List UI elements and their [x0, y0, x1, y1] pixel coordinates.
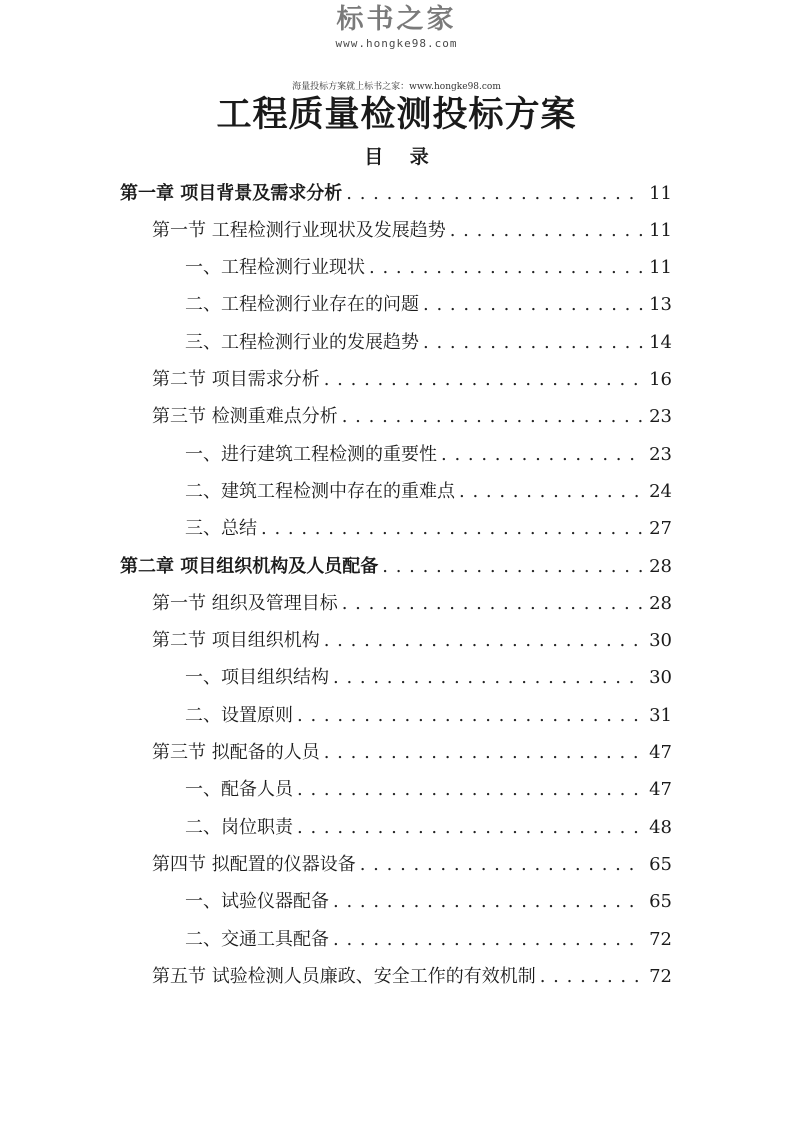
- toc-dot-leader: [261, 518, 643, 540]
- toc-entry[interactable]: [185, 287, 672, 324]
- toc-entry-title: 二、工程检测行业存在的问题: [185, 294, 419, 316]
- toc-dot-leader: [324, 369, 643, 391]
- toc-entry-page-number: 13: [649, 294, 672, 316]
- toc-dot-leader: [346, 183, 643, 205]
- toc-dot-leader: [423, 294, 643, 316]
- toc-entry-page-number: 47: [649, 779, 672, 801]
- toc-entry[interactable]: [185, 436, 672, 473]
- toc-entry-title: 一、配备人员: [185, 779, 293, 801]
- toc-entry-page-number: 31: [649, 704, 672, 726]
- toc-dot-leader: [342, 593, 643, 615]
- toc-dot-leader: [369, 257, 643, 279]
- toc-entry-page-number: 28: [649, 555, 672, 577]
- toc-dot-leader: [423, 332, 643, 354]
- toc-entry-page-number: 48: [649, 816, 672, 838]
- toc-entry[interactable]: [120, 548, 672, 585]
- toc-dot-leader: [297, 705, 643, 727]
- toc-entry[interactable]: [185, 809, 672, 846]
- toc-entry[interactable]: [120, 175, 672, 212]
- document-title: 工程质量检测投标方案: [216, 94, 577, 135]
- toc-entry-title: 一、项目组织结构: [185, 667, 329, 689]
- toc-entry-title: 第三节 拟配备的人员: [152, 742, 320, 763]
- toc-entry[interactable]: [152, 399, 672, 436]
- toc-entry-page-number: 23: [649, 406, 672, 428]
- toc-entry-title: 第二节 项目需求分析: [152, 369, 320, 390]
- toc-dot-leader: [382, 556, 643, 578]
- site-logo: [0, 4, 793, 50]
- toc-entry-page-number: 72: [649, 928, 672, 950]
- toc-entry[interactable]: [185, 473, 672, 510]
- toc-entry[interactable]: [185, 660, 672, 697]
- toc-entry[interactable]: [185, 697, 672, 734]
- toc-entry[interactable]: [152, 362, 672, 399]
- toc-entry-page-number: 30: [649, 667, 672, 689]
- toc-entry-title: 第一章 项目背景及需求分析: [120, 182, 343, 204]
- toc-entry-page-number: 11: [649, 182, 672, 204]
- toc-entry-page-number: 11: [649, 257, 672, 279]
- toc-heading: 目 录: [364, 146, 439, 168]
- toc-entry[interactable]: [185, 884, 672, 921]
- toc-entry-page-number: 47: [649, 742, 672, 763]
- toc-entry-page-number: 30: [649, 630, 672, 652]
- toc-dot-leader: [333, 667, 643, 689]
- toc-entry-page-number: 72: [649, 965, 672, 987]
- toc-entry-title: 二、交通工具配备: [185, 928, 329, 950]
- toc-entry-title: 第五节 试验检测人员廉政、安全工作的有效机制: [152, 965, 536, 987]
- logo-text: 标书之家: [336, 4, 457, 35]
- toc-entry-title: 一、工程检测行业现状: [185, 257, 365, 279]
- toc-entry[interactable]: [185, 511, 672, 548]
- toc-dot-leader: [441, 444, 643, 466]
- toc-entry[interactable]: [185, 921, 672, 958]
- toc-entry-page-number: 16: [649, 369, 672, 390]
- toc-entry-title: 二、建筑工程检测中存在的重难点: [185, 480, 455, 502]
- toc-entry-title: 二、岗位职责: [185, 816, 293, 838]
- toc-entry-page-number: 23: [649, 443, 672, 465]
- toc-entry-title: 第二节 项目组织机构: [152, 630, 320, 652]
- promo-banner-text: 海量投标方案就上标书之家：www.hongke98.com: [292, 82, 501, 92]
- toc-entry-title: 第二章 项目组织机构及人员配备: [120, 555, 379, 577]
- toc-dot-leader: [459, 481, 643, 503]
- toc-entry[interactable]: [152, 212, 672, 249]
- toc-entry-title: 第四节 拟配置的仪器设备: [152, 853, 356, 875]
- toc-dot-leader: [297, 817, 643, 839]
- toc-dot-leader: [342, 406, 643, 428]
- toc-entry-title: 三、工程检测行业的发展趋势: [185, 331, 419, 353]
- toc-entry-title: 第三节 检测重难点分析: [152, 406, 338, 428]
- toc-entry[interactable]: [152, 846, 672, 883]
- toc-entry-title: 第一节 组织及管理目标: [152, 592, 338, 614]
- toc-dot-leader: [450, 220, 643, 242]
- toc-entry[interactable]: [185, 324, 672, 361]
- logo-url: www.hongke98.com: [335, 37, 458, 50]
- toc-entry-page-number: 14: [649, 331, 672, 353]
- toc-dot-leader: [540, 966, 643, 988]
- toc-entry-page-number: 65: [649, 891, 672, 913]
- toc-entry-title: 二、设置原则: [185, 704, 293, 726]
- toc-dot-leader: [360, 854, 643, 876]
- toc-dot-leader: [324, 630, 643, 652]
- toc-entry[interactable]: [152, 623, 672, 660]
- toc-dot-leader: [297, 779, 643, 801]
- toc-entry-page-number: 65: [649, 853, 672, 875]
- toc-entry-page-number: 24: [649, 480, 672, 502]
- toc-dot-leader: [333, 891, 643, 913]
- toc-entry-title: 一、进行建筑工程检测的重要性: [185, 443, 437, 465]
- toc-entry[interactable]: [152, 735, 672, 772]
- toc-entry[interactable]: [152, 958, 672, 995]
- toc-entry-page-number: 11: [649, 219, 672, 241]
- toc-entry-page-number: 28: [649, 592, 672, 614]
- toc-dot-leader: [324, 742, 643, 764]
- toc-entry[interactable]: [152, 585, 672, 622]
- toc-entry-page-number: 27: [649, 518, 672, 540]
- toc-entry[interactable]: [185, 772, 672, 809]
- toc-entry-title: 三、总结: [185, 518, 257, 540]
- toc-dot-leader: [333, 929, 643, 951]
- toc-entry-title: 第一节 工程检测行业现状及发展趋势: [152, 219, 446, 241]
- toc-entry-title: 一、试验仪器配备: [185, 891, 329, 913]
- toc-entry[interactable]: [185, 250, 672, 287]
